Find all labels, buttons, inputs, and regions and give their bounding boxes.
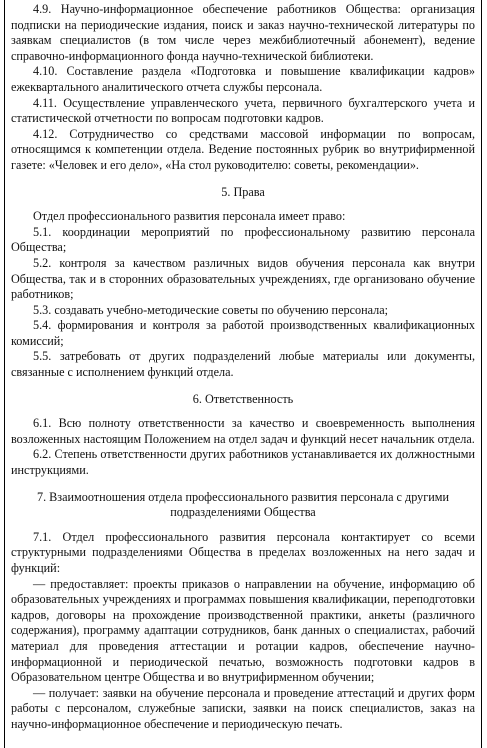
paragraph-receives: — получает: заявки на обучение персонала и проведение аттестаций и других форм работы с персоналом, служебные записки, заявки на поиск специалистов, заказ на научно-информационное обеспечение и периодическую печать. xyxy=(11,685,475,731)
paragraph-5-3: 5.3. создавать учебно-методические советы по обучению персонала; xyxy=(33,302,388,317)
paragraph-4-9: 4.9. Научно-информационное обеспечение работников Общества: организация подписки на периодические издания, поиск и заказ научно-технической литературы по заявкам специалистов (в том числе через межбиблиотечный абонемент), ведение справочно-информационного фонда научно-технической библиотеки. xyxy=(11,2,475,63)
paragraph-4-10: 4.10. Составление раздела «Подготовка и повышение квалификации кадров» ежеквартального аналитического отчета службы персонала. xyxy=(11,64,475,94)
section-heading-rights: 5. Права xyxy=(221,184,265,199)
paragraph-7-1: 7.1. Отдел профессионального развития персонала контактирует со всеми структурными подразделениями Общества в пределах возложенных на него задач и функций: xyxy=(11,529,475,575)
section-6-responsibility xyxy=(11,392,475,479)
section-heading-relations: 7. Взаимоотношения отдела профессионального развития персонала с другими подразделениями Общества xyxy=(36,489,449,520)
paragraph-provides: — предоставляет: проекты приказов о направлении на обучение, информацию об образовательных учреждениях и программах повышения квалификации, переподготовки кадров, договоры на прохождение производственной практики, анкеты (различного содержания), программу адаптации сотрудников, банк данных о специалистах, рабочий материал для проведения аттестации и ротации кадров, обеспечение научно-информационной и периодической печатью, возможность подготовки кадров в Образовательном центре Общества и во внутрифирменном обучении; xyxy=(11,576,475,685)
section-7-relations xyxy=(11,490,475,733)
paragraph-5-2: 5.2. контроля за качеством различных видов обучения персонала как внутри Общества, так и в сторонних образовательных учреждениях, где организовано обучение работников; xyxy=(11,255,475,302)
paragraph-4-11: 4.11. Осуществление управленческого учета, первичного бухгалтерского учета и статистической отчетности по вопросам подготовки кадров. xyxy=(11,95,475,126)
paragraph-5-5: 5.5. затребовать от других подразделений любые материалы или документы, связанные с исполнением функций отдела. xyxy=(11,349,475,380)
section-5-rights xyxy=(11,185,475,381)
paragraph-6-1: 6.1. Всю полноту ответственности за качество и своевременность выполнения возложенных настоящим Положением на отдел задач и функций несет начальник отдела. xyxy=(11,416,475,446)
paragraph-4-12: 4.12. Сотрудничество со средствами массовой информации по вопросам, относящимся к компетенции отдела. Ведение постоянных рубрик во внутрифирменной газете: «Человек и его дело», «На стол руководителю: советы, рекомендации». xyxy=(11,126,475,172)
document-page xyxy=(4,0,482,748)
paragraph-rights-intro: Отдел профессионального развития персонала имеет право: xyxy=(33,209,346,224)
paragraph-5-1: 5.1. координации мероприятий по профессиональному развитию персонала Общества; xyxy=(11,224,475,255)
section-4-continued xyxy=(11,2,475,174)
section-heading-responsibility: 6. Ответственность xyxy=(192,391,294,406)
paragraph-6-2: 6.2. Степень ответственности других работников устанавливается их должностными инструкциями. xyxy=(11,447,475,478)
paragraph-5-4: 5.4. формирования и контроля за работой производственных квалификационных комиссий; xyxy=(11,318,475,348)
